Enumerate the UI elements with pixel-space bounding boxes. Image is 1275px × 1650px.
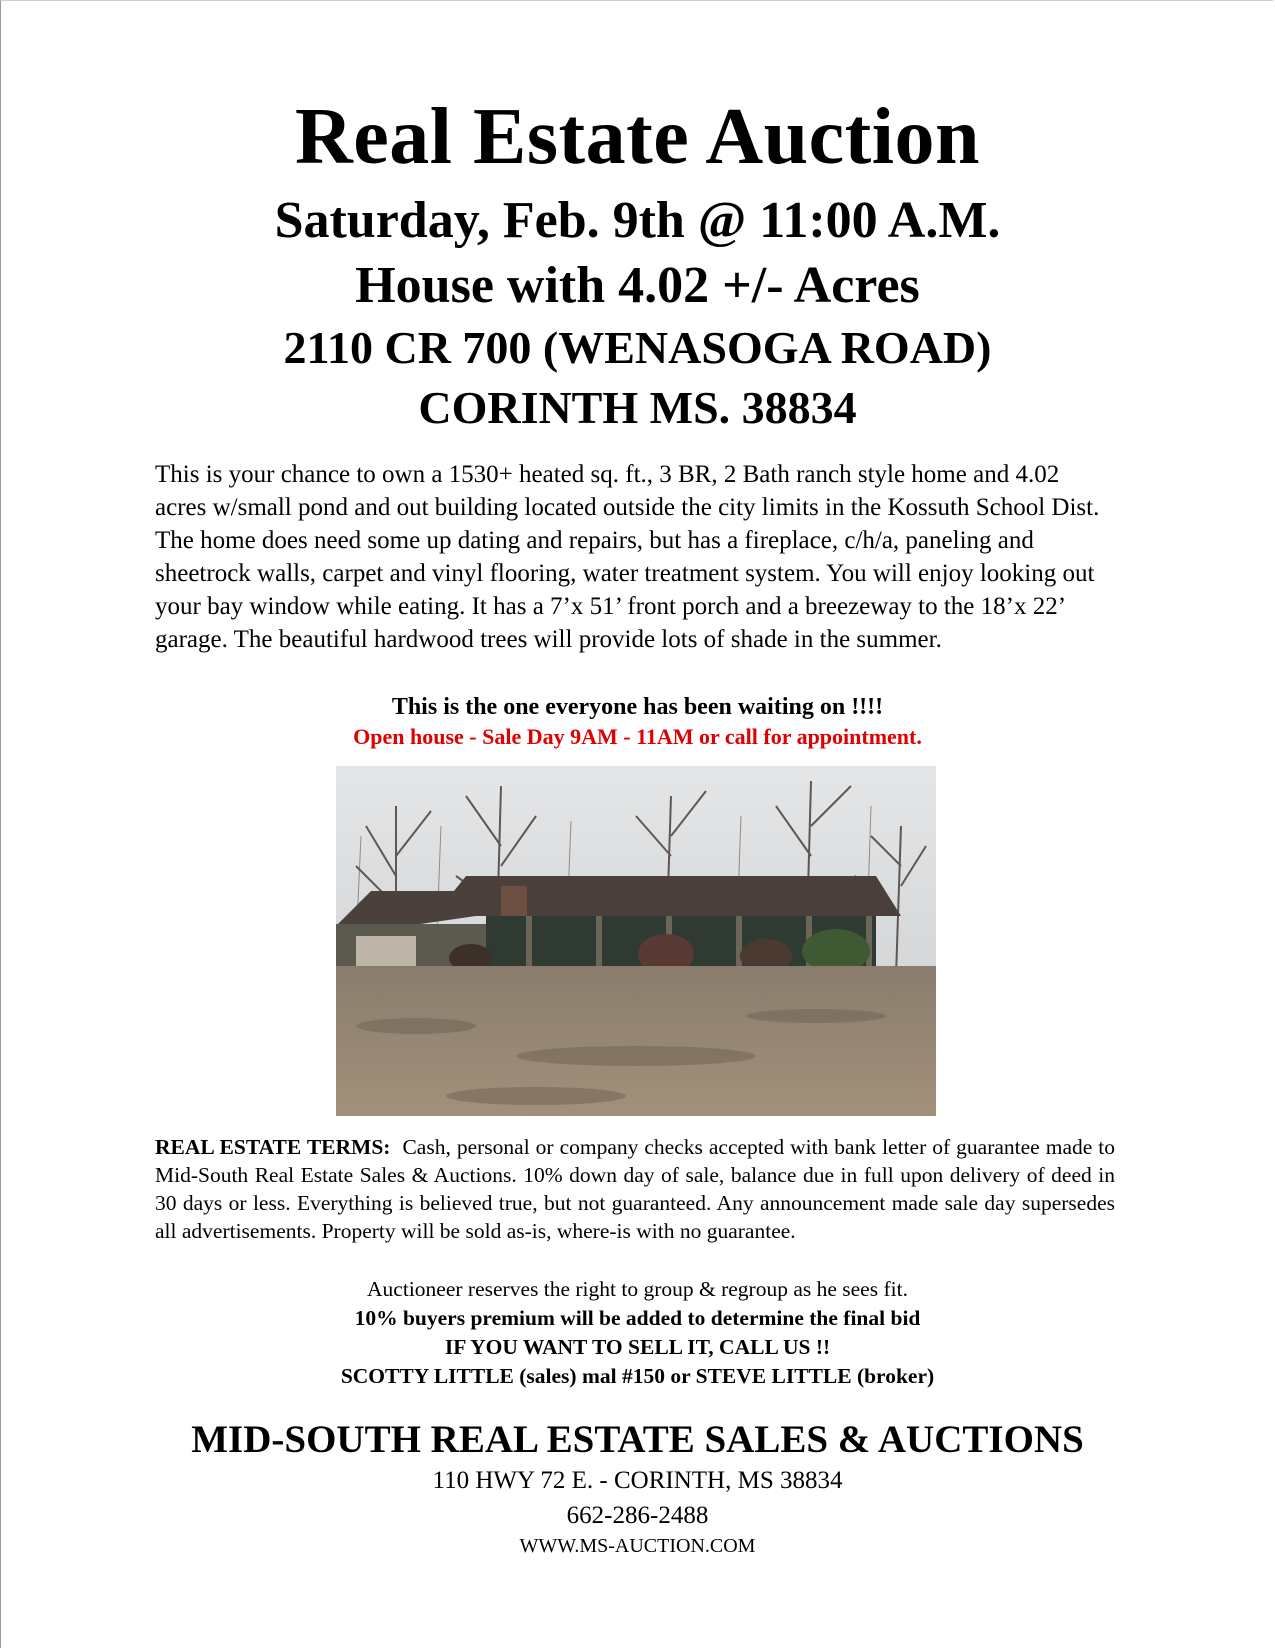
property-description [155,458,1115,656]
buyers-premium: 10% buyers premium will be added to determine the final bid [354,1306,921,1330]
property-address: 2110 CR 700 (WENASOGA ROAD) [283,322,992,373]
terms-label: REAL ESTATE TERMS: [155,1135,391,1159]
property-summary: House with 4.02 +/- Acres [355,257,920,314]
company-name: MID-SOUTH REAL ESTATE SALES & AUCTIONS [191,1418,1084,1461]
auctioneer-reserves: Auctioneer reserves the right to group & regroup as he sees fit. [367,1277,908,1301]
company-address: 110 HWY 72 E. - CORINTH, MS 38834 [432,1467,843,1494]
sell-call-us: IF YOU WANT TO SELL IT, CALL US !! [444,1335,831,1359]
company-website: WWW.MS-AUCTION.COM [519,1535,756,1557]
page-title: Real Estate Auction [294,93,980,181]
company-phone: 662-286-2488 [566,1502,709,1529]
open-house-notice: Open house - Sale Day 9AM - 11AM or call for appointment. [353,724,922,749]
description-text: This is your chance to own a 1530+ heated sq. ft., 3 BR, 2 Bath ranch style home and 4.02 acres w/small pond and out building located outside the city limits in the Kossuth School Dist. The home does need some up dating and repairs, but has a fireplace, c/h/a, paneling and sheetrock walls, carpet and vinyl flooring, water treatment system. You will enjoy looking out your bay window while eating. It has a 7’x 51’ front porch and a breezeway to the 18’x 22’ garage. The beautiful hardwood trees will provide lots of shade in the summer. [155,461,1100,653]
real-estate-terms [155,1133,1115,1245]
house-photo [336,766,936,1116]
auction-date-time: Saturday, Feb. 9th @ 11:00 A.M. [274,192,1001,249]
property-city: CORINTH MS. 38834 [418,382,857,433]
house-photo-illustration [336,766,936,1116]
highlight-text: This is the one everyone has been waiting on !!!! [391,694,884,720]
terms-text: Cash, personal or company checks accepted with bank letter of guarantee made to Mid-South Real Estate Sales & Auctions. 10% down day of sale, balance due in full upon delivery of deed in 30 days or less. Everything is believed true, but not guaranteed. Any announcement made sale day supersedes all advertisements. Property will be sold as-is, where-is with no guarantee. [155,1135,1116,1243]
contact-people: SCOTTY LITTLE (sales) mal #150 or STEVE LITTLE (broker) [340,1364,935,1388]
